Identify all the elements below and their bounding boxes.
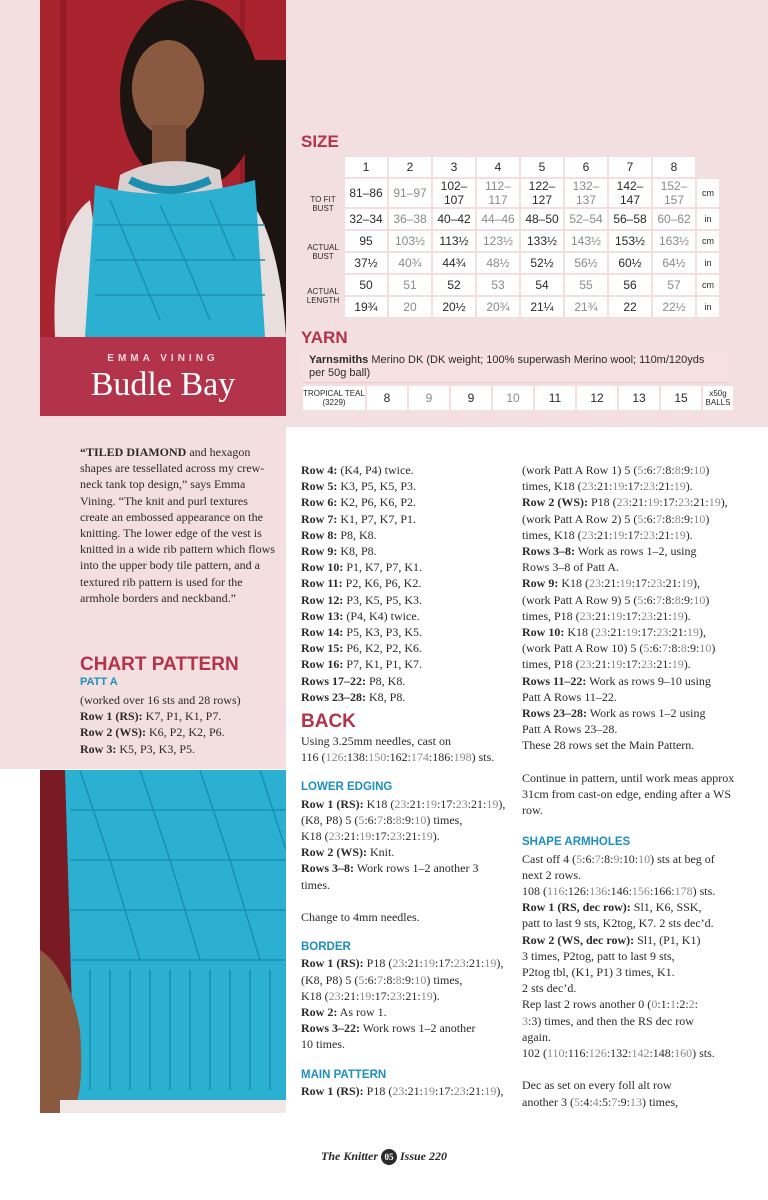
size-cell: 102–107 [433, 179, 475, 207]
pattern-row: Row 2 (WS): P18 (23:21:19:17:23:21:19), [522, 495, 728, 510]
size-cell: 56 [609, 275, 651, 295]
chart-rows [80, 692, 280, 757]
knit-detail-photo [40, 770, 286, 1113]
size-cell: 95 [345, 231, 387, 251]
count: 198 [453, 750, 472, 765]
pattern-row: Row 2 (WS, dec row): Sl1, (P1, K1) [522, 932, 701, 947]
size-cell: 60½ [609, 253, 651, 273]
size-cell: 112–117 [477, 179, 519, 207]
unit-cell: cm [697, 179, 719, 207]
size-cell: 22½ [653, 297, 695, 317]
size-cell: 32–34 [345, 209, 387, 229]
pattern-row: times, K18 (23:21:19:17:23:21:19). [522, 527, 693, 542]
size-header-row [303, 157, 719, 177]
row-text: (K4, P4) twice. [337, 463, 414, 477]
count: ) sts. [471, 750, 495, 765]
spacer [522, 754, 752, 770]
pattern-row: Rows 3–8 of Patt A. [522, 560, 620, 575]
pattern-row: (work Patt A Row 2) 5 (5:6:7:8:8:9:10) [522, 511, 710, 526]
size-cell: 37½ [345, 253, 387, 273]
main-pattern-heading: MAIN PATTERN [301, 1068, 387, 1081]
pattern-row [80, 741, 280, 757]
pattern-row: K18 (23:21:19:17:23:21:19). [301, 829, 440, 844]
ball-count: 12 [577, 386, 617, 410]
unit-cell: cm [697, 275, 719, 295]
size-corner [697, 157, 719, 177]
size-cell: 153½ [609, 231, 651, 251]
size-cell: 163½ [653, 231, 695, 251]
pattern-row: 10 times. [301, 1037, 345, 1052]
size-corner [303, 157, 343, 177]
back-heading: BACK [301, 711, 356, 733]
count: 116 ( [301, 750, 326, 765]
size-row [303, 209, 719, 229]
row-label: Row 5: [301, 479, 338, 494]
continue-text: Continue in pattern, until work meas approx 31cm from cast-on edge, ending after a WS row. [522, 770, 735, 818]
size-cell: 40–42 [433, 209, 475, 229]
size-cell: 20¾ [477, 297, 519, 317]
row-text: K8, P8. [366, 689, 406, 704]
size-cell: 81–86 [345, 179, 387, 207]
pattern-row: Row 2: As row 1. [301, 1005, 387, 1020]
pattern-row: Patt A Rows 11–22. [522, 689, 617, 704]
pattern-row: Patt A Rows 23–28. [522, 722, 618, 737]
pattern-row: 2 sts dec’d. [522, 981, 577, 996]
size-cell: 20½ [433, 297, 475, 317]
pattern-row: 102 (110:116:126:132:142:148:160) sts. [522, 1046, 715, 1061]
pattern-row [80, 724, 280, 740]
row-label: Row 6: [301, 495, 338, 510]
size-row [303, 275, 719, 295]
size-cell: 56–58 [609, 209, 651, 229]
pattern-row: Rows 3–8: Work rows 1–2 another 3 [301, 861, 479, 876]
row-text: K6, P2, K2, P6. [146, 725, 225, 740]
yarn-row [303, 386, 733, 410]
size-cell: 133½ [521, 231, 563, 251]
pattern-row [301, 527, 511, 543]
spacer [301, 893, 511, 909]
row-label: Row 4: [301, 463, 338, 477]
pattern-row: (K8, P8) 5 (5:6:7:8:8:9:10) times, [301, 972, 463, 987]
model-illustration [40, 0, 286, 337]
pattern-row: Rows 11–22: Work as rows 9–10 using [522, 673, 711, 688]
size-cell: 22 [609, 297, 651, 317]
pattern-row: times, P18 (23:21:19:17:23:21:19). [522, 608, 691, 623]
row-label: Row 15: [301, 641, 344, 656]
size-cell: 152–157 [653, 179, 695, 207]
pattern-row: Row 2 (WS): Knit. [301, 845, 395, 860]
size-cell: 44–46 [477, 209, 519, 229]
size-cell: 53 [477, 275, 519, 295]
size-col: 7 [609, 157, 651, 177]
count: 126 [325, 750, 344, 765]
row-label: Row 9: [301, 544, 338, 559]
pattern-row: Row 1 (RS, dec row): Sl1, K6, SSK, [522, 900, 702, 915]
knit-illustration [40, 770, 286, 1113]
ball-count: 8 [367, 386, 407, 410]
size-cell: 54 [521, 275, 563, 295]
size-cell: 143½ [565, 231, 607, 251]
row-label: ACTUAL BUST [303, 231, 343, 273]
pattern-row: 3:3) times, and then the RS dec row [522, 1013, 694, 1028]
page-number: 05 [381, 1149, 397, 1165]
yarn-colour: TROPICAL TEAL (3229) [303, 386, 365, 410]
yarn-heading: YARN [301, 328, 348, 347]
row-label: Row 10: [301, 560, 344, 575]
count: 150 [368, 750, 387, 765]
pattern-row: (work Patt A Row 10) 5 (5:6:7:8:8:9:10) [522, 641, 716, 656]
size-cell: 122–127 [521, 179, 563, 207]
row-label: Row 8: [301, 527, 338, 542]
title-box [40, 337, 286, 416]
size-col: 8 [653, 157, 695, 177]
size-cell: 52–54 [565, 209, 607, 229]
size-heading: SIZE [301, 132, 339, 151]
unit-cell: cm [697, 231, 719, 251]
row-text: P2, K6, P6, K2. [342, 576, 422, 591]
pattern-row [301, 511, 511, 527]
pattern-row: Rows 3–22: Work rows 1–2 another [301, 1021, 476, 1036]
size-cell: 48–50 [521, 209, 563, 229]
pattern-row: Row 1 (RS): K18 (23:21:19:17:23:21:19), [301, 796, 506, 811]
pattern-title: Budle Bay [90, 366, 236, 403]
pattern-row: (work Patt A Row 1) 5 (5:6:7:8:8:9:10) [522, 463, 710, 477]
row-text: (P4, K4) twice. [343, 608, 420, 623]
row-text: K1, P7, K7, P1. [337, 511, 417, 526]
size-row [303, 253, 719, 273]
column-2 [301, 462, 511, 1099]
unit-cell: in [697, 253, 719, 273]
size-cell: 123½ [477, 231, 519, 251]
size-cell: 40¾ [389, 253, 431, 273]
size-cell: 91–97 [389, 179, 431, 207]
row-label: Row 12: [301, 592, 344, 607]
size-cell: 19¾ [345, 297, 387, 317]
pattern-row [301, 478, 511, 494]
back-cast-on: Using 3.25mm needles, cast on [301, 734, 451, 749]
designer-name: EMMA VINING [107, 353, 219, 364]
size-cell: 55 [565, 275, 607, 295]
pattern-row: (work Patt A Row 9) 5 (5:6:7:8:8:9:10) [522, 592, 710, 607]
pattern-row: patt to last 9 sts, K2tog, K7. 2 sts dec’d. [522, 916, 714, 931]
count: :162: [386, 750, 411, 765]
intro-lead: “TILED DIAMOND [80, 445, 187, 459]
count: :138: [343, 750, 369, 765]
row-label: Row 2 (WS): [80, 725, 146, 740]
column-3 [522, 462, 752, 1110]
pattern-row: times. [301, 877, 330, 892]
spacer [522, 1061, 752, 1077]
size-cell: 57 [653, 275, 695, 295]
size-cell: 142–147 [609, 179, 651, 207]
unit-cell: in [697, 297, 719, 317]
row-text: P1, K7, P7, K1. [343, 560, 423, 575]
pattern-row [301, 592, 511, 608]
pattern-row: P2tog tbl, (K1, P1) 3 times, K1. [522, 965, 675, 980]
unit-cell: in [697, 209, 719, 229]
row-text: P8, K8. [337, 527, 377, 542]
size-cell: 52½ [521, 253, 563, 273]
yarn-table [301, 384, 735, 412]
pattern-row: Dec as set on every foll alt row [522, 1078, 672, 1093]
issue-number: Issue 220 [400, 1149, 448, 1163]
row-text: P5, K3, P3, K5. [343, 625, 423, 640]
ball-count: 15 [661, 386, 701, 410]
pattern-row: These 28 rows set the Main Pattern. [522, 738, 695, 753]
row-label: ACTUAL LENGTH [303, 275, 343, 317]
size-cell: 60–62 [653, 209, 695, 229]
pattern-row: Row 1 (RS): P18 (23:21:19:17:23:21:19), [301, 1083, 504, 1098]
border-heading: BORDER [301, 941, 351, 954]
ball-count: 13 [619, 386, 659, 410]
size-row [303, 179, 719, 207]
size-col: 2 [389, 157, 431, 177]
pattern-row [301, 640, 511, 656]
row-label: Row 14: [301, 625, 344, 640]
size-cell: 20 [389, 297, 431, 317]
row-text: K8, P8. [337, 544, 377, 559]
row-text: K3, P5, K5, P3. [337, 479, 417, 494]
count: :186: [428, 750, 454, 765]
yarn-description [303, 352, 728, 383]
size-row [303, 297, 719, 317]
size-cell: 21¾ [565, 297, 607, 317]
count: 174 [410, 750, 429, 765]
pattern-row [301, 575, 511, 591]
pattern-row: times, P18 (23:21:19:17:23:21:19). [522, 657, 691, 672]
size-cell: 36–38 [389, 209, 431, 229]
pattern-row [301, 543, 511, 559]
pattern-row: again. [522, 1029, 551, 1044]
pattern-row: 3 times, P2tog, patt to last 9 sts, [522, 948, 675, 963]
magazine-name: The Knitter [320, 1149, 378, 1163]
size-cell: 64½ [653, 253, 695, 273]
row-text: P8, K8. [366, 673, 406, 688]
row-label: Row 13: [301, 608, 344, 623]
intro-text [80, 444, 276, 606]
row-text: K5, P3, K3, P5. [116, 741, 196, 756]
yarn-details: Merino DK (DK weight; 100% superwash Merino wool; 110m/120yds per 50g ball) [309, 354, 705, 379]
worked-over: (worked over 16 sts and 28 rows) [80, 693, 241, 707]
pattern-row [301, 689, 511, 705]
ball-unit: x50g BALLS [703, 386, 733, 410]
ball-count: 11 [535, 386, 575, 410]
ball-count: 9 [451, 386, 491, 410]
pattern-row: Row 10: K18 (23:21:19:17:23:21:19), [522, 625, 707, 640]
size-table [301, 155, 721, 319]
row-label: Row 7: [301, 511, 338, 526]
row-text: K7, P1, K1, P7. [142, 709, 222, 724]
size-col: 4 [477, 157, 519, 177]
row-label: TO FIT BUST [303, 179, 343, 229]
pattern-row [301, 624, 511, 640]
model-photo [40, 0, 286, 337]
pattern-row: (K8, P8) 5 (5:6:7:8:8:9:10) times, [301, 812, 463, 827]
pattern-row: Row 1 (RS): P18 (23:21:19:17:23:21:19), [301, 956, 504, 971]
pattern-row: Rows 23–28: Work as rows 1–2 using [522, 706, 706, 721]
size-col: 1 [345, 157, 387, 177]
intro-body: and hexagon shapes are tessellated across my crew-neck tank top design,” says Emma Vining. “The knit and purl textures create an embossed appearance on the knitting. The lower edge of the vest is knitted in a wide rib pattern which flows into the upper body tile pattern, and a textured rib pattern is used for the armhole borders and neckband.” [80, 445, 275, 605]
size-cell: 132–137 [565, 179, 607, 207]
pattern-row [301, 656, 511, 672]
pattern-row: Cast off 4 (5:6:7:8:9:10:10) sts at beg of [522, 851, 715, 866]
size-col: 5 [521, 157, 563, 177]
size-cell: 21¼ [521, 297, 563, 317]
size-cell: 56½ [565, 253, 607, 273]
pattern-row [80, 708, 280, 724]
size-col: 3 [433, 157, 475, 177]
row-text: P7, K1, P1, K7. [343, 657, 423, 672]
size-cell: 44¾ [433, 253, 475, 273]
row-label: Row 1 (RS): [80, 709, 143, 724]
pattern-row: K18 (23:21:19:17:23:21:19). [301, 988, 440, 1003]
size-col: 6 [565, 157, 607, 177]
yarn-brand: Yarnsmiths [309, 354, 369, 366]
shape-armholes-heading: SHAPE ARMHOLES [522, 836, 631, 849]
row-label: Row 3: [80, 741, 117, 756]
size-cell: 52 [433, 275, 475, 295]
chart-pattern-heading: CHART PATTERN [80, 654, 239, 675]
pattern-row: next 2 rows. [522, 867, 581, 882]
pattern-row: another 3 (5:4:4:5:7:9:13) times, [522, 1094, 678, 1109]
change-needles: Change to 4mm needles. [301, 910, 420, 925]
ball-count: 9 [409, 386, 449, 410]
ball-count: 10 [493, 386, 533, 410]
row-label: Row 11: [301, 576, 343, 591]
back-sts [301, 749, 511, 765]
pattern-row: times, K18 (23:21:19:17:23:21:19). [522, 479, 693, 494]
pattern-row: Rows 3–8: Work as rows 1–2, using [522, 544, 697, 559]
page-footer [0, 1149, 768, 1165]
row-text: P3, K5, P5, K3. [343, 592, 423, 607]
pattern-row [301, 608, 511, 624]
row-label: Rows 17–22: [301, 673, 366, 688]
pattern-row [301, 494, 511, 510]
pattern-row [301, 673, 511, 689]
size-cell: 50 [345, 275, 387, 295]
row-label: Rows 23–28: [301, 689, 366, 704]
lower-edging-heading: LOWER EDGING [301, 781, 393, 794]
row-text: K2, P6, K6, P2. [337, 495, 417, 510]
pattern-row [301, 559, 511, 575]
pattern-row: Rep last 2 rows another 0 (0:1:1:2:2: [522, 997, 698, 1012]
pattern-row: Row 9: K18 (23:21:19:17:23:21:19), [522, 576, 701, 591]
pattern-row [301, 462, 511, 478]
patt-a-heading: PATT A [80, 676, 118, 688]
size-cell: 113½ [433, 231, 475, 251]
size-cell: 48½ [477, 253, 519, 273]
size-cell: 51 [389, 275, 431, 295]
pattern-row: 108 (116:126:136:146:156:166:178) sts. [522, 884, 716, 899]
row-text: P6, K2, P2, K6. [343, 641, 423, 656]
size-cell: 103½ [389, 231, 431, 251]
row-label: Row 16: [301, 657, 344, 672]
size-row [303, 231, 719, 251]
